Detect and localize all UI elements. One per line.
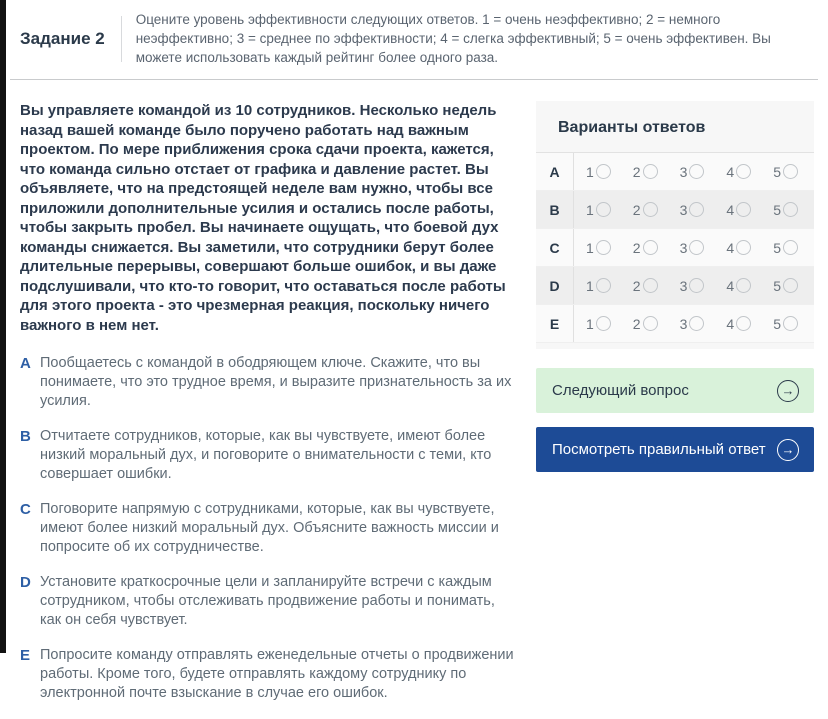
rating-option-B-1: [586, 202, 611, 218]
row-ratings: [574, 229, 814, 266]
rating-option-A-4: [726, 164, 751, 180]
rating-option-B-3: [680, 202, 705, 218]
rating-option-A-5: [773, 164, 798, 180]
options-list: [20, 354, 514, 703]
rating-option-D-4: [726, 278, 751, 294]
rating-radio-E-1[interactable]: [596, 316, 611, 331]
answer-row-C: [536, 229, 814, 267]
left-edge-bar: [0, 0, 6, 653]
rating-radio-C-5[interactable]: [783, 240, 798, 255]
rating-number: 4: [726, 239, 735, 256]
row-letter: C: [536, 229, 574, 266]
rating-radio-A-5[interactable]: [783, 164, 798, 179]
row-ratings: [574, 153, 814, 190]
rating-radio-D-4[interactable]: [736, 278, 751, 293]
option-letter: A: [20, 355, 31, 372]
rating-option-A-3: [680, 164, 705, 180]
rating-radio-B-3[interactable]: [689, 202, 704, 217]
rating-number: 3: [679, 239, 688, 256]
scenario-text: Вы управляете командой из 10 сотрудников. Несколько недель назад вашей команде было поручено работать над важным проектом. По мере приближения срока сдачи проекта, кажется, что команда сильно отстает от графика и давление растет. Вы объявляете, что на предстоящей неделе вам нужно, чтобы все приложили дополнительные усилия и остались после работы, чтобы закрыть пробел. Вы начинаете ощущать, что боевой дух команды снижается. Вы заметили, что сотрудники берут более длительные перерывы, совершают больше ошибок, и вы даже подслушивали, что кто-то говорит, что оставаться после работы для этого проекта - это чрезмерная реакция, поскольку ничего важного в нем нет.: [20, 102, 506, 334]
rating-option-E-4: [726, 316, 751, 332]
next-question-label: Следующий вопрос: [552, 382, 689, 399]
rating-option-E-2: [633, 316, 658, 332]
row-ratings: [574, 267, 814, 304]
rating-radio-C-2[interactable]: [643, 240, 658, 255]
row-ratings: [574, 191, 814, 228]
option-letter: E: [20, 647, 31, 664]
answers-panel-title: Варианты ответов: [558, 119, 706, 136]
rating-radio-B-4[interactable]: [736, 202, 751, 217]
row-letter: B: [536, 191, 574, 228]
rating-option-B-5: [773, 202, 798, 218]
rating-radio-B-2[interactable]: [643, 202, 658, 217]
answers-column: [536, 101, 814, 472]
rating-option-A-2: [633, 164, 658, 180]
rating-radio-D-5[interactable]: [783, 278, 798, 293]
rating-option-C-3: [680, 240, 705, 256]
option-text: Поговорите напрямую с сотрудниками, которые, как вы чувствуете, имеют более низкий моральный дух. Объясните важность миссии и попросите об их сотрудничестве.: [40, 501, 499, 555]
rating-option-C-4: [726, 240, 751, 256]
rating-number: 4: [726, 163, 735, 180]
rating-radio-A-3[interactable]: [689, 164, 704, 179]
option-letter: D: [20, 574, 31, 591]
rating-radio-A-1[interactable]: [596, 164, 611, 179]
rating-radio-E-5[interactable]: [783, 316, 798, 331]
option-letter: C: [20, 501, 31, 518]
rating-number: 5: [773, 163, 781, 180]
rating-radio-B-1[interactable]: [596, 202, 611, 217]
option-item-C: [20, 500, 514, 557]
option-text: Отчитаете сотрудников, которые, как вы чувствуете, имеют более низкий моральный дух, и поговорите о внимательности с теми, кто совершает ошибки.: [40, 428, 492, 482]
rating-number: 4: [726, 201, 735, 218]
rating-number: 5: [773, 201, 781, 218]
answer-row-B: [536, 191, 814, 229]
rating-number: 2: [632, 277, 641, 294]
rating-number: 5: [773, 315, 781, 332]
rating-number: 2: [632, 163, 641, 180]
option-text: Пообщаетесь с командой в ободряющем ключе. Скажите, что вы понимаете, что это трудное время, и выразите признательность за их усилия.: [40, 355, 512, 409]
rating-number: 1: [586, 277, 594, 294]
option-text: Установите краткосрочные цели и запланируйте встречи с каждым сотрудником, чтобы отслеживать продвижение работы и понимать, как он себя чувствует.: [40, 574, 495, 628]
answers-table: [536, 152, 814, 343]
rating-option-E-1: [586, 316, 611, 332]
option-item-E: [20, 646, 514, 703]
rating-number: 5: [773, 239, 781, 256]
arrow-right-circle-icon: →: [777, 439, 799, 461]
rating-option-C-5: [773, 240, 798, 256]
rating-number: 3: [679, 277, 688, 294]
row-letter: A: [536, 153, 574, 190]
rating-radio-C-3[interactable]: [689, 240, 704, 255]
row-letter: E: [536, 305, 574, 342]
rating-radio-E-2[interactable]: [643, 316, 658, 331]
rating-number: 2: [632, 315, 641, 332]
rating-number: 1: [586, 163, 594, 180]
task-instructions: Оцените уровень эффективности следующих ответов. 1 = очень неэффективно; 2 = немного неэффективно; 3 = среднее по эффективности; 4 = слегка эффективный; 5 = очень эффективен. Вы можете использовать каждый рейтинг более одного раза.: [135, 12, 771, 65]
rating-number: 1: [586, 201, 594, 218]
rating-number: 2: [632, 201, 641, 218]
rating-number: 5: [773, 277, 781, 294]
answer-row-E: [536, 305, 814, 343]
header: [0, 0, 828, 77]
rating-number: 4: [726, 277, 735, 294]
option-letter: B: [20, 428, 31, 445]
main-content: [0, 80, 828, 719]
rating-option-C-2: [633, 240, 658, 256]
rating-radio-C-1[interactable]: [596, 240, 611, 255]
rating-option-A-1: [586, 164, 611, 180]
rating-option-C-1: [586, 240, 611, 256]
task-label: Задание 2: [20, 28, 105, 48]
rating-number: 3: [679, 201, 688, 218]
rating-radio-E-4[interactable]: [736, 316, 751, 331]
header-divider: [121, 16, 122, 62]
answer-row-D: [536, 267, 814, 305]
rating-radio-A-2[interactable]: [643, 164, 658, 179]
rating-radio-D-2[interactable]: [643, 278, 658, 293]
option-item-A: [20, 354, 514, 411]
rating-number: 3: [679, 163, 688, 180]
rating-radio-D-3[interactable]: [689, 278, 704, 293]
show-correct-answer-button[interactable]: [536, 427, 814, 472]
row-ratings: [574, 305, 814, 342]
rating-option-E-5: [773, 316, 798, 332]
rating-number: 1: [586, 315, 594, 332]
next-question-button[interactable]: [536, 368, 814, 413]
option-text: Попросите команду отправлять еженедельные отчеты о продвижении работы. Кроме того, будете отправлять каждому сотруднику по электронной почте взыскание в случае его ошибок.: [40, 647, 514, 701]
rating-radio-E-3[interactable]: [689, 316, 704, 331]
rating-radio-B-5[interactable]: [783, 202, 798, 217]
rating-option-D-3: [680, 278, 705, 294]
rating-option-D-1: [586, 278, 611, 294]
rating-number: 4: [726, 315, 735, 332]
answer-row-A: [536, 153, 814, 191]
rating-radio-C-4[interactable]: [736, 240, 751, 255]
rating-option-B-2: [633, 202, 658, 218]
rating-option-D-5: [773, 278, 798, 294]
rating-option-D-2: [633, 278, 658, 294]
question-column: [20, 101, 514, 719]
rating-radio-D-1[interactable]: [596, 278, 611, 293]
rating-radio-A-4[interactable]: [736, 164, 751, 179]
rating-option-B-4: [726, 202, 751, 218]
show-correct-answer-label: Посмотреть правильный ответ: [552, 441, 766, 458]
arrow-right-circle-icon: →: [777, 380, 799, 402]
option-item-B: [20, 427, 514, 484]
rating-number: 2: [632, 239, 641, 256]
answers-panel: [536, 101, 814, 349]
option-item-D: [20, 573, 514, 630]
rating-number: 1: [586, 239, 594, 256]
rating-number: 3: [679, 315, 688, 332]
rating-option-E-3: [680, 316, 705, 332]
row-letter: D: [536, 267, 574, 304]
